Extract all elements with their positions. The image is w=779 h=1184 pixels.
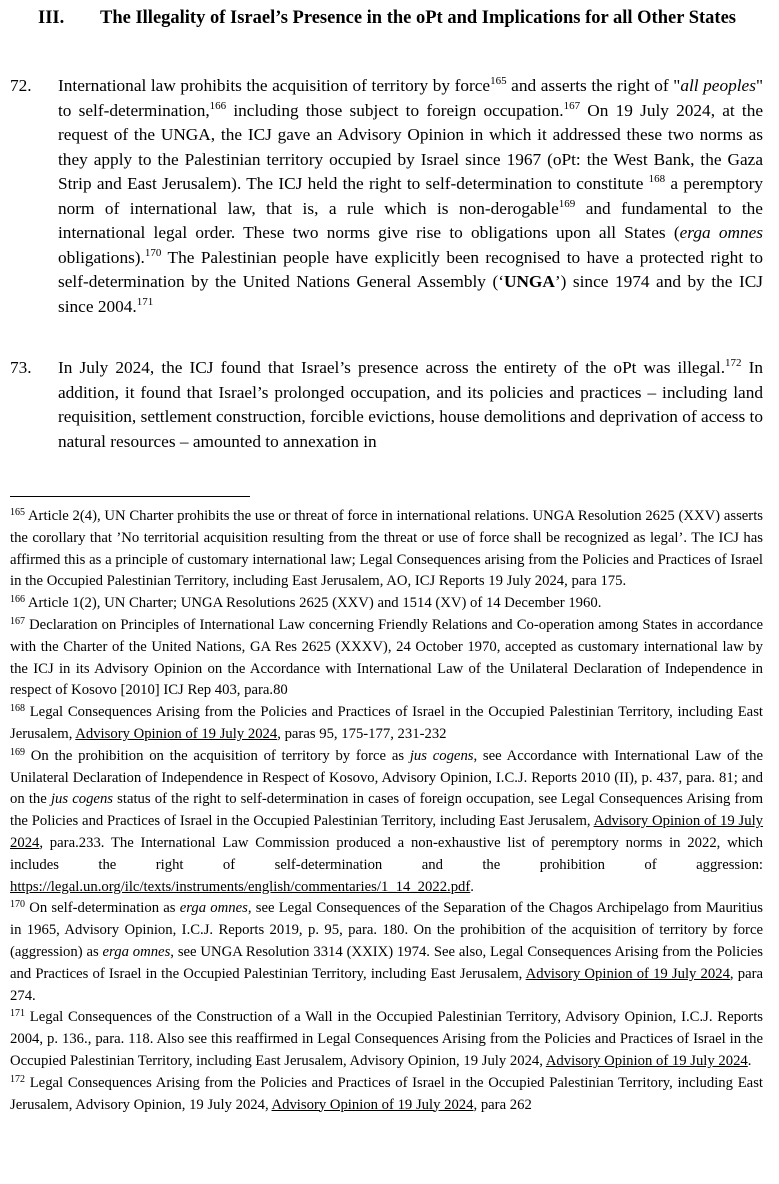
paragraph-72 <box>10 74 763 319</box>
advisory-opinion-link[interactable]: Advisory Opinion of 19 July 2024 <box>10 813 764 851</box>
footnote-text: Legal Consequences of the Construction of a Wall in the Occupied Palestinian Territory, Advisory Opinion, I.C.J. Reports 2004, p. 136., para. 118. Also see this reaffirmed in Legal Consequences Arising from the Policies and Practices of Israel in the Occupied Palestinian Territory, including East Jerusalem, Advisory Opinion, 19 July 2024, <box>10 1009 763 1069</box>
text-run: " to self-determination, <box>58 76 764 120</box>
footnotes <box>10 506 763 1116</box>
footnote-165 <box>10 506 763 593</box>
footnote-number: 171 <box>10 1008 25 1020</box>
footnote-text: Declaration on Principles of International Law concerning Friendly Relations and Co-operation among States in accordance with the Charter of the United Nations, GA Res 2625 (XXXV), 24 October 1970, accepted as customary international law by the ICJ in its Advisory Opinion on the Accordance with International Law of the Unilateral Declaration of Independence in respect of Kosovo [2010] ICJ Rep 403, para.80 <box>10 616 763 699</box>
text-run: including those subject to foreign occupation. <box>226 100 564 120</box>
footnote-text: , see UNGA Resolution 3314 (XXIX) 1974. See also, Legal Consequences Arising from the Policies and Practices of Israel in the Occupied Palestinian Territory, including East Jerusalem, <box>10 943 764 982</box>
footnote-text: On self-determination as <box>25 900 180 917</box>
footnote-ref[interactable]: 165 <box>490 75 507 87</box>
footnote-number: 165 <box>10 507 25 518</box>
section-heading <box>38 6 763 30</box>
paragraph-number: 73. <box>10 358 32 377</box>
emphasis: all peoples <box>680 76 756 95</box>
emphasis: jus cogens <box>50 791 114 808</box>
emphasis: erga omnes <box>179 900 248 917</box>
footnote-number: 168 <box>10 703 25 715</box>
footnote-text: , paras 95, 175-177, 231-232 <box>277 725 447 742</box>
text-run: In addition, it found that Israel’s prolonged occupation, and its policies and practices – including land requisition, settlement construction, forcible evictions, house demolitions and deprivation of access to natural resources – amounted to annexation in <box>58 358 763 451</box>
paragraph-73 <box>10 356 763 454</box>
text-run: and asserts the right of " <box>506 76 681 95</box>
paragraph-text <box>58 74 763 319</box>
footnote-168 <box>10 702 763 746</box>
text-run: ’) since 1974 and by the ICJ since 2004. <box>58 272 763 316</box>
footnote-number: 166 <box>10 594 25 606</box>
footnote-text: , para 262 <box>473 1096 532 1113</box>
footnote-text: Legal Consequences Arising from the Policies and Practices of Israel in the Occupied Palestinian Territory, including East Jerusalem, <box>10 704 763 742</box>
advisory-opinion-link[interactable]: Advisory Opinion of 19 July 2024 <box>525 965 730 982</box>
footnote-number: 167 <box>10 615 25 627</box>
footnote-text: Article 2(4), UN Charter prohibits the use or threat of force in international relations. UNGA Resolution 2625 (XXV) asserts the corollary that ’No territorial acquisition resulting from the threat or use of force shall be recognized as legal’. The ICJ has affirmed this as a principle of customary international law; Legal Consequences arising from the Policies and Practices of Israel in the Occupied Palestinian Territory, including East Jerusalem, AO, ICJ Reports 19 July 2024, para 175. <box>10 508 763 590</box>
footnote-ref[interactable]: 172 <box>725 357 742 369</box>
paragraph-number: 72. <box>10 76 32 95</box>
footnote-ref[interactable]: 171 <box>136 295 154 308</box>
footnote-text: , para 274. <box>10 965 764 1004</box>
defined-term: UNGA <box>503 272 555 291</box>
emphasis: erga omnes <box>102 943 171 960</box>
footnote-separator <box>10 496 250 497</box>
text-run: In July 2024, the ICJ found that Israel’s presence across the entirety of the oPt was illegal. <box>58 358 726 377</box>
footnote-text: On the prohibition on the acquisition of territory by force as <box>25 747 410 764</box>
emphasis: erga omnes <box>679 223 763 242</box>
footnote-text: Legal Consequences Arising from the Policies and Practices of Israel in the Occupied Palestinian Territory, including East Jerusalem, Advisory Opinion, 19 July 2024, <box>10 1074 763 1113</box>
footnote-ref[interactable]: 168 <box>648 173 666 185</box>
footnote-166 <box>10 593 763 615</box>
paragraph-text <box>58 356 763 454</box>
footnote-text: . <box>747 1052 752 1069</box>
footnote-170 <box>10 898 763 1007</box>
footnote-text: status of the right to self-determination in cases of foreign occupation, see Legal Consequences Arising from the Policies and Practices of Israel in the Occupied Palestinian Territory, including East Jerusalem, <box>10 791 763 830</box>
footnote-172 <box>10 1073 763 1117</box>
footnote-ref[interactable]: 166 <box>209 99 227 112</box>
text-run: International law prohibits the acquisition of territory by force <box>58 76 491 95</box>
footnote-number: 170 <box>10 899 25 911</box>
footnote-171 <box>10 1007 763 1072</box>
footnote-text: Article 1(2), UN Charter; UNGA Resolutions 2625 (XXV) and 1514 (XV) of 14 December 1960. <box>25 595 602 612</box>
text-run: The Palestinian people have explicitly been recognised to have a protected right to self-determination by the United Nations General Assembly (‘ <box>58 247 763 291</box>
advisory-opinion-link[interactable]: Advisory Opinion of 19 July 2024 <box>545 1052 748 1069</box>
footnote-text: , para.233. The International Law Commission produced a non-exhaustive list of peremptory norms in 2022, which includes the right of self-determination and the prohibition of aggression: <box>10 834 763 873</box>
footnote-ref[interactable]: 167 <box>563 99 581 112</box>
footnote-ref[interactable]: 169 <box>558 197 576 210</box>
advisory-opinion-link[interactable]: Advisory Opinion of 19 July 2024 <box>271 1096 474 1113</box>
text-run: obligations). <box>58 247 145 267</box>
footnote-text: , see Accordance with International Law of the Unilateral Declaration of Independence in Respect of Kosovo, Advisory Opinion, I.C.J. Reports 2010 (II), p. 437, para. 81; and on the <box>10 747 763 808</box>
text-run: On 19 July 2024, at the request of the UNGA, the ICJ gave an Advisory Opinion in which it addressed these two norms as they apply to the Palestinian territory occupied by Israel since 1967 (oPt: the West Bank, the Gaza Strip and East Jerusalem). The ICJ held the right to self-determination to constitute <box>58 100 764 193</box>
footnote-number: 169 <box>10 746 25 758</box>
footnote-167 <box>10 615 763 702</box>
emphasis: jus cogens <box>409 747 474 764</box>
footnote-number: 172 <box>10 1073 25 1085</box>
advisory-opinion-link[interactable]: Advisory Opinion of 19 July 2024 <box>75 725 278 742</box>
footnote-169 <box>10 746 763 899</box>
footnote-text: , see Legal Consequences of the Separation of the Chagos Archipelago from Mauritius in 1965, Advisory Opinion, I.C.J. Reports 2019, p. 95, para. 180. On the prohibition of the acquisition of territory by force (aggression) as <box>10 900 763 960</box>
section-title: The Illegality of Israel’s Presence in the oPt and Implications for all Other States <box>100 8 736 28</box>
text-run: and fundamental to the international legal order. These two norms give rise to obligations upon all States ( <box>58 198 763 242</box>
footnote-ref[interactable]: 170 <box>144 246 162 259</box>
ilc-commentary-link[interactable]: https://legal.un.org/ilc/texts/instruments/english/commentaries/1_14_2022.pdf <box>10 878 471 895</box>
footnote-text: . <box>470 878 474 895</box>
text-run: a peremptory norm of international law, that is, a rule which is non-derogable <box>58 174 763 218</box>
section-number: III. <box>38 8 65 28</box>
